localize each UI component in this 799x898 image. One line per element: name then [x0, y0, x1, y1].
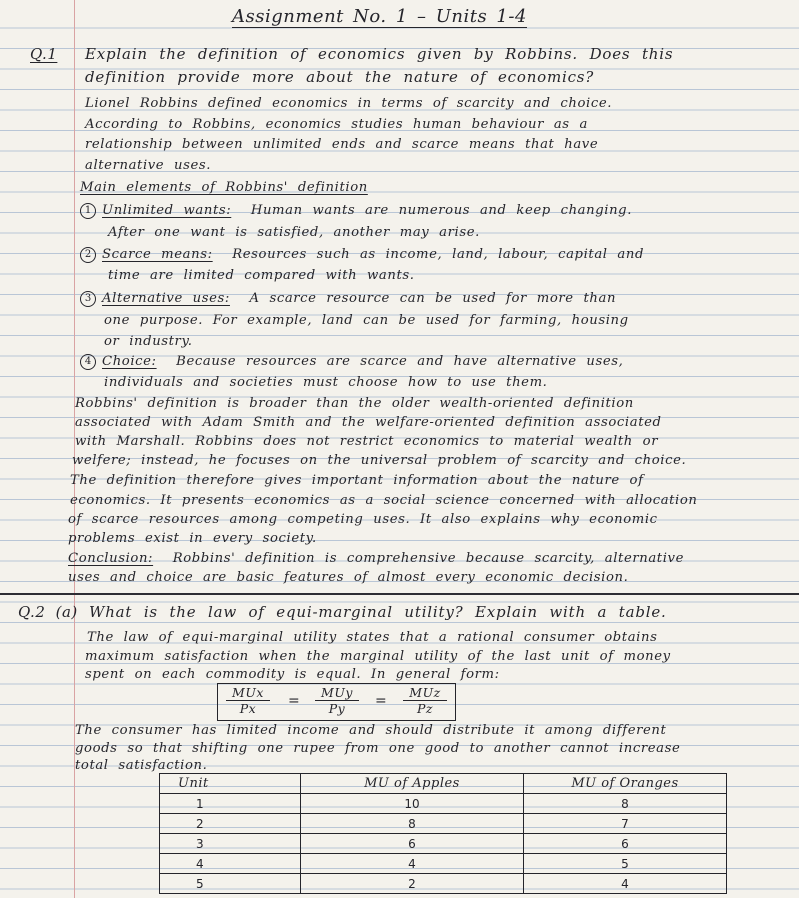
element-text: Resources such as income, land, labour, capital and	[232, 247, 644, 262]
q2-question: What is the law of equi-marginal utility? Explain with a table.	[89, 603, 667, 621]
element-text: individuals and societies must choose how to use them.	[104, 375, 548, 390]
formula-numerator: MUx	[226, 685, 270, 701]
formula-fraction	[403, 685, 447, 717]
q2-intro-line: maximum satisfaction when the marginal utility of the last unit of money	[85, 649, 671, 664]
mu-oranges-cell: 8	[524, 794, 727, 814]
discussion-line: associated with Adam Smith and the welfare-oriented definition associated	[75, 415, 662, 430]
conclusion-text: Robbins' definition is comprehensive because scarcity, alternative	[172, 551, 684, 566]
table-header-row	[160, 774, 727, 794]
q2-intro-line: spent on each commodity is equal. In general form:	[85, 667, 500, 682]
formula-numerator: MUy	[315, 685, 359, 701]
q1-number: Q.1	[30, 45, 58, 63]
mu-apples-cell: 6	[301, 834, 524, 854]
column-header-unit: Unit	[160, 774, 301, 794]
element-text: one purpose. For example, land can be used for farming, housing	[104, 313, 629, 328]
conclusion-label: Conclusion:	[68, 551, 154, 566]
discussion-line: economics. It presents economics as a social science concerned with allocation	[70, 493, 698, 508]
mu-oranges-cell: 5	[524, 854, 727, 874]
table-row	[160, 794, 727, 814]
q2-explanation-line: The consumer has limited income and should distribute it among different	[75, 723, 667, 738]
formula-fraction	[226, 685, 270, 717]
column-header-mu-apples: MU of Apples	[301, 774, 524, 794]
mu-table	[159, 773, 727, 894]
formula-fraction	[315, 685, 359, 717]
elements-heading: Main elements of Robbins' definition	[80, 180, 368, 195]
formula-numerator: MUz	[403, 685, 447, 701]
mu-apples-cell: 2	[301, 874, 524, 894]
discussion-line: with Marshall. Robbins does not restrict economics to material wealth or	[75, 434, 659, 449]
conclusion-line	[68, 550, 684, 568]
table-row	[160, 834, 727, 854]
table-row	[160, 874, 727, 894]
mu-oranges-cell: 6	[524, 834, 727, 854]
formula-denominator: Py	[328, 701, 346, 716]
unit-cell: 1	[160, 794, 301, 814]
formula-denominator: Pz	[417, 701, 433, 716]
element-text: or industry.	[104, 334, 193, 349]
unit-cell: 4	[160, 854, 301, 874]
circled-number: 3	[80, 291, 96, 307]
q1-intro-line: alternative uses.	[85, 158, 212, 173]
circled-number: 1	[80, 203, 96, 219]
page-title: Assignment No. 1 – Units 1-4	[232, 6, 527, 27]
element-item	[80, 246, 644, 264]
q2-number: Q.2 (a)	[18, 603, 78, 621]
q1-question-line: definition provide more about the nature of economics?	[85, 68, 595, 86]
equi-marginal-formula	[217, 683, 456, 721]
element-text: After one want is satisfied, another may arise.	[108, 225, 480, 240]
q2-explanation-line: total satisfaction.	[75, 758, 208, 773]
mu-apples-cell: 4	[301, 854, 524, 874]
section-divider	[0, 593, 799, 595]
mu-apples-cell: 8	[301, 814, 524, 834]
discussion-line: of scarce resources among competing uses. It also explains why economic	[68, 512, 658, 527]
equals-sign: =	[288, 693, 300, 709]
table-row	[160, 854, 727, 874]
element-label: Alternative uses:	[102, 291, 230, 306]
element-label: Choice:	[102, 354, 157, 369]
mu-apples-cell: 10	[301, 794, 524, 814]
circled-number: 4	[80, 354, 96, 370]
mu-oranges-cell: 7	[524, 814, 727, 834]
mu-oranges-cell: 4	[524, 874, 727, 894]
element-text: A scarce resource can be used for more than	[249, 291, 617, 306]
table-row	[160, 814, 727, 834]
q2-explanation-line: goods so that shifting one rupee from one good to another cannot increase	[75, 741, 681, 756]
column-header-mu-oranges: MU of Oranges	[524, 774, 727, 794]
unit-cell: 2	[160, 814, 301, 834]
circled-number: 2	[80, 247, 96, 263]
discussion-line: problems exist in every society.	[68, 531, 317, 546]
element-label: Scarce means:	[102, 247, 213, 262]
conclusion-line: uses and choice are basic features of almost every economic decision.	[68, 570, 629, 585]
unit-cell: 3	[160, 834, 301, 854]
element-text: Because resources are scarce and have alternative uses,	[176, 354, 624, 369]
q1-question-line: Explain the definition of economics given by Robbins. Does this	[85, 45, 674, 63]
q1-intro-line: relationship between unlimited ends and scarce means that have	[85, 137, 599, 152]
formula-denominator: Px	[239, 701, 257, 716]
q1-intro-line: Lionel Robbins defined economics in terms of scarcity and choice.	[85, 96, 613, 111]
element-label: Unlimited wants:	[102, 203, 232, 218]
element-text: Human wants are numerous and keep changing.	[250, 203, 633, 218]
q1-intro-line: According to Robbins, economics studies human behaviour as a	[85, 117, 588, 132]
q2-intro-line: The law of equi-marginal utility states that a rational consumer obtains	[87, 630, 658, 645]
element-item	[80, 353, 623, 371]
element-text: time are limited compared with wants.	[108, 268, 415, 283]
discussion-line: The definition therefore gives important information about the nature of	[70, 473, 644, 488]
element-item	[80, 290, 616, 308]
equals-sign: =	[375, 693, 387, 709]
element-item	[80, 202, 632, 220]
unit-cell: 5	[160, 874, 301, 894]
discussion-line: Robbins' definition is broader than the older wealth-oriented definition	[75, 396, 634, 411]
discussion-line: welfere; instead, he focuses on the universal problem of scarcity and choice.	[72, 453, 687, 468]
